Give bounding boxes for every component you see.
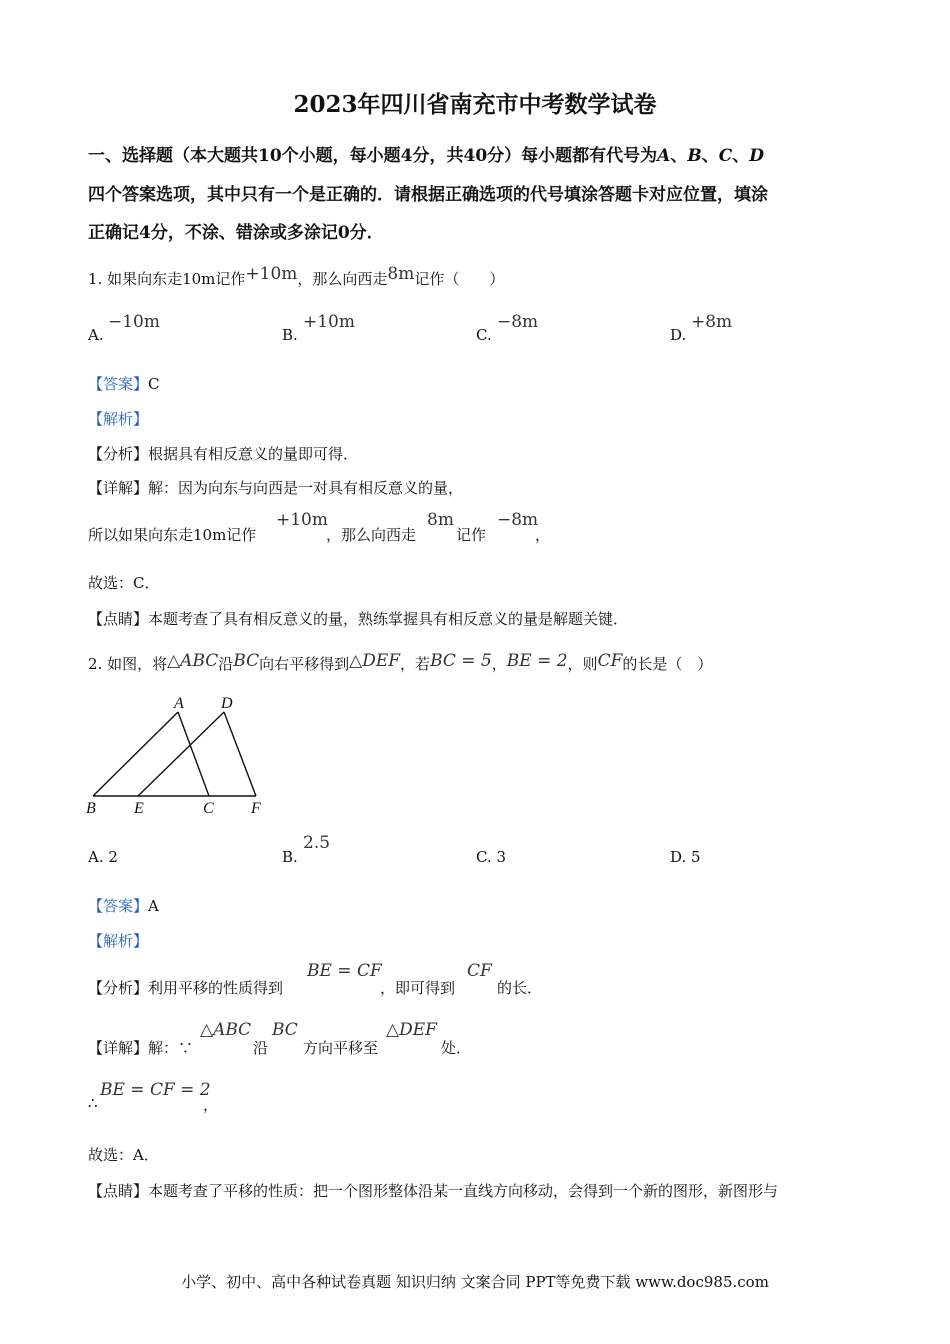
q1-explain-line: 所以如果向东走10m记作 xyxy=(88,526,257,544)
segment-df xyxy=(224,712,256,796)
translation-figure xyxy=(80,690,280,820)
q2-comma: ， xyxy=(203,1096,219,1114)
q2-fenxi-b: ，即可得到 xyxy=(380,979,456,997)
segment-ac xyxy=(178,712,209,796)
q1-explain-d: ， xyxy=(535,526,551,544)
q1-dianjing: 【点睛】本题考查了具有相反意义的量，熟练掌握具有相反意义的量是解题关键． xyxy=(88,610,629,628)
q2-analysis-tag: 【解析】 xyxy=(88,932,149,950)
label-b: B xyxy=(86,800,96,817)
q2-choose: 故选：A． xyxy=(88,1146,159,1164)
q1-analysis-tag: 【解析】 xyxy=(88,410,149,428)
q2-fenxi-c: 的长． xyxy=(497,979,543,997)
q1-fenxi: 【分析】根据具有相反意义的量即可得． xyxy=(88,445,359,463)
section-header-line2: 四个答案选项，其中只有一个是正确的．请根据正确选项的代号填涂答题卡对应位置，填涂 xyxy=(88,185,768,205)
page-footer: 小学、初中、高中各种试卷真题 知识归纳 文案合同 PPT等免费下载 www.doc985.com xyxy=(181,1273,769,1291)
q2-therefore: ∴ xyxy=(88,1094,98,1112)
page-title: 2023年四川省南充市中考数学试卷 xyxy=(293,91,657,118)
q1-option-b-value: +10m xyxy=(303,312,355,332)
q1-explain-c: 记作 xyxy=(456,526,487,544)
segment-ed xyxy=(138,712,224,796)
q1-explain-b: ，那么向西走 xyxy=(326,526,417,544)
segment-ab xyxy=(93,712,178,796)
section-header-line1: 一、选择题（本大题共10个小题，每小题4分，共40分）每小题都有代号为A、B、C、D xyxy=(88,146,765,166)
label-f: F xyxy=(251,800,261,817)
q1-explain-math1: +10m xyxy=(276,510,328,530)
q2-option-a: A. 2 xyxy=(88,848,118,866)
q2-option-c: C. 3 xyxy=(476,848,507,866)
q1-stem: 1. 如果向东走10m记作+10m，那么向西走8m记作（ ） xyxy=(88,264,505,288)
q2-dianjing: 【点睛】本题考查了平移的性质：把一个图形整体沿某一直线方向移动，会得到一个新的图形，新图形与 xyxy=(88,1182,779,1200)
label-d: D xyxy=(221,695,233,712)
q1-option-b: B. xyxy=(282,326,298,344)
q2-fenxi-math2: CF xyxy=(467,961,492,981)
q2-xiangjie-a: 【详解】解：∵ xyxy=(88,1039,194,1057)
q1-option-a: A. xyxy=(88,326,104,344)
q2-option-d: D. 5 xyxy=(670,848,701,866)
q2-xiangjie-c: 方向平移至 xyxy=(303,1039,379,1057)
q1-option-c: C. xyxy=(476,326,492,344)
q1-explain-math2: 8m xyxy=(427,510,454,530)
q2-conclusion: BE = CF = 2 xyxy=(100,1080,211,1100)
label-a: A xyxy=(174,695,184,712)
q1-option-c-value: −8m xyxy=(497,312,539,332)
q2-fenxi-math1: BE = CF xyxy=(307,961,382,981)
q2-xiangjie-d: 处． xyxy=(441,1039,472,1057)
q2-xiangjie-math1: △ABC xyxy=(200,1020,252,1040)
q2-xiangjie-math2: BC xyxy=(272,1020,298,1040)
q2-xiangjie-math3: △DEF xyxy=(386,1020,437,1040)
section-header-line3: 正确记4分，不涂、错涂或多涂记0分． xyxy=(88,223,384,243)
q2-answer: 【答案】A xyxy=(88,897,159,915)
q1-option-a-value: −10m xyxy=(108,312,160,332)
label-e: E xyxy=(134,800,144,817)
q1-xiangjie: 【详解】解：因为向东与向西是一对具有相反意义的量， xyxy=(88,479,464,497)
q2-xiangjie-b: 沿 xyxy=(253,1039,269,1057)
q1-option-d-value: +8m xyxy=(691,312,733,332)
q2-fenxi-a: 【分析】利用平移的性质得到 xyxy=(88,979,284,997)
q1-answer: 【答案】C xyxy=(88,375,160,393)
q1-explain-math3: −8m xyxy=(497,510,539,530)
label-c: C xyxy=(203,800,214,817)
q2-option-b-value: 2.5 xyxy=(303,833,331,853)
q2-stem: 2. 如图，将△ABC沿BC向右平移得到△DEF，若BC = 5，BE = 2，则CF的长是（ ） xyxy=(88,651,713,673)
q2-option-b: B. xyxy=(282,848,298,866)
q1-option-d: D. xyxy=(670,326,687,344)
q1-choose: 故选：C． xyxy=(88,574,160,592)
